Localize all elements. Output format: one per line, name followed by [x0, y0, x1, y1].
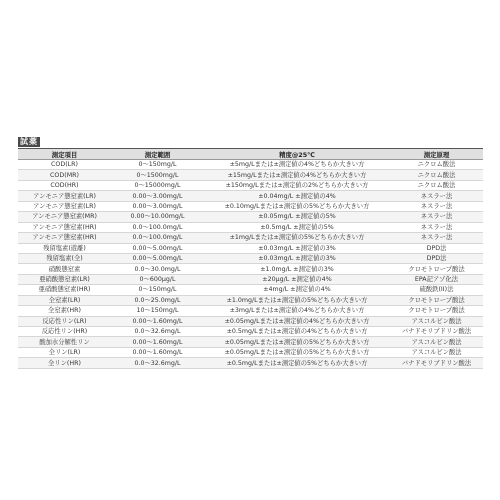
- cell-accuracy: ±4mg/L ±測定値の4%: [204, 285, 390, 295]
- section-tag: 試薬: [20, 137, 38, 146]
- column-header-range: 測定範囲: [111, 149, 204, 160]
- cell-item: 全窒素(HR): [18, 306, 111, 316]
- cell-method: ニクロム酸法: [390, 180, 483, 190]
- cell-accuracy: ±150mg/Lまたは±測定値の2%どちらか大きい方: [204, 180, 390, 190]
- table-row: [18, 180, 483, 190]
- cell-range: 0.0～100.0mg/L: [111, 222, 204, 232]
- cell-range: 0.00～5.00mg/L: [111, 253, 204, 263]
- cell-accuracy: ±3mg/Lまたは±測定値の4%どちらか大きい方: [204, 306, 390, 316]
- table-row: [18, 264, 483, 274]
- cell-method: クロモトロープ酸法: [390, 295, 483, 305]
- cell-item: 全窒素(LR): [18, 295, 111, 305]
- cell-accuracy: ±5mg/Lまたは±測定値の4%どちらか大きい方: [204, 160, 390, 170]
- cell-accuracy: ±0.03mg/L ±測定値の3%: [204, 243, 390, 253]
- cell-accuracy: ±0.10mg/Lまたは±測定値の5%どちらか大きい方: [204, 201, 390, 211]
- cell-range: 0～15000mg/L: [111, 180, 204, 190]
- cell-item: 硝酸態窒素: [18, 264, 111, 274]
- cell-range: 10～150mg/L: [111, 306, 204, 316]
- cell-item: 残留塩素(全): [18, 253, 111, 263]
- cell-accuracy: ±0.05mg/Lまたは±測定値の4%どちらか大きい方: [204, 316, 390, 326]
- cell-range: 0.00～10.00mg/L: [111, 212, 204, 222]
- cell-accuracy: ±1.0mg/L ±測定値の3%: [204, 264, 390, 274]
- cell-method: ネスラー法: [390, 201, 483, 211]
- cell-accuracy: ±0.05mg/Lまたは±測定値の5%どちらか大きい方: [204, 337, 390, 347]
- cell-range: 0.00～5.00mg/L: [111, 243, 204, 253]
- cell-item: 全リン(HR): [18, 358, 111, 368]
- cell-item: 全リン(LR): [18, 347, 111, 357]
- cell-method: ネスラー法: [390, 191, 483, 201]
- cell-item: COD(MR): [18, 170, 111, 180]
- table-row: [18, 327, 483, 337]
- cell-item: 反応性リン(LR): [18, 316, 111, 326]
- table-row: [18, 170, 483, 180]
- cell-accuracy: ±0.03mg/L ±測定値の3%: [204, 253, 390, 263]
- cell-accuracy: ±0.5mg/L ±測定値の5%: [204, 222, 390, 232]
- cell-accuracy: ±0.04mg/L ±測定値の4%: [204, 191, 390, 201]
- cell-method: バナドモリブドリン酸法: [390, 327, 483, 337]
- table-row: [18, 212, 483, 222]
- cell-range: 0.00～1.60mg/L: [111, 316, 204, 326]
- cell-method: アスコルビン酸法: [390, 316, 483, 326]
- table-row: [18, 306, 483, 316]
- cell-item: 酸加水分解性リン: [18, 337, 111, 347]
- cell-range: 0.0～25.0mg/L: [111, 295, 204, 305]
- cell-item: COD(LR): [18, 160, 111, 170]
- table-row: [18, 160, 483, 170]
- cell-accuracy: ±15mg/Lまたは±測定値の4%どちらか大きい方: [204, 170, 390, 180]
- cell-method: ネスラー法: [390, 222, 483, 232]
- cell-range: 0.00～3.00mg/L: [111, 191, 204, 201]
- cell-item: アンモニア態窒素(LR): [18, 201, 111, 211]
- cell-item: アンモニア態窒素(MR): [18, 212, 111, 222]
- cell-method: ニクロム酸法: [390, 170, 483, 180]
- cell-range: 0.0～100.0mg/L: [111, 233, 204, 243]
- cell-method: 硫酸鉄(II)法: [390, 285, 483, 295]
- table-row: [18, 358, 483, 368]
- table-row: [18, 222, 483, 232]
- cell-item: アンモニア態窒素(HR): [18, 222, 111, 232]
- cell-item: 亜硝酸態窒素(LR): [18, 274, 111, 284]
- table-row: [18, 201, 483, 211]
- cell-item: 亜硝酸態窒素(HR): [18, 285, 111, 295]
- cell-method: アスコルビン酸法: [390, 337, 483, 347]
- column-header-method: 測定原理: [390, 149, 483, 160]
- cell-method: EPA記アゾ化法: [390, 274, 483, 284]
- cell-item: COD(HR): [18, 180, 111, 190]
- cell-method: バナドモリブドリン酸法: [390, 358, 483, 368]
- cell-method: DPD法: [390, 253, 483, 263]
- cell-range: 0～150mg/L: [111, 285, 204, 295]
- table-row: [18, 243, 483, 253]
- cell-accuracy: ±0.5mg/Lまたは±測定値の4%どちらか大きい方: [204, 327, 390, 337]
- cell-accuracy: ±1.0mg/Lまたは±測定値の5%どちらか大きい方: [204, 295, 390, 305]
- cell-range: 0.0～30.0mg/L: [111, 264, 204, 274]
- cell-accuracy: ±0.05mg/L ±測定値の5%: [204, 212, 390, 222]
- table-row: [18, 285, 483, 295]
- cell-item: アンモニア態窒素(HR): [18, 233, 111, 243]
- table-row: [18, 253, 483, 263]
- cell-range: 0～1500mg/L: [111, 170, 204, 180]
- table-row: [18, 274, 483, 284]
- cell-range: 0.0～32.6mg/L: [111, 327, 204, 337]
- table-row: [18, 347, 483, 357]
- cell-range: 0.00～1.60mg/L: [111, 347, 204, 357]
- table-row: [18, 316, 483, 326]
- cell-item: 残留塩素(遊離): [18, 243, 111, 253]
- table-header-row: [18, 149, 483, 160]
- cell-range: 0～600μg/L: [111, 274, 204, 284]
- table-row: [18, 337, 483, 347]
- cell-accuracy: ±0.05mg/Lまたは±測定値の5%どちらか大きい方: [204, 347, 390, 357]
- cell-range: 0～150mg/L: [111, 160, 204, 170]
- table-row: [18, 295, 483, 305]
- cell-item: 反応性リン(HR): [18, 327, 111, 337]
- table-row: [18, 191, 483, 201]
- column-header-item: 測定項目: [18, 149, 111, 160]
- cell-accuracy: ±1mg/Lまたは±測定値の5%どちらか大きい方: [204, 233, 390, 243]
- cell-method: ネスラー法: [390, 212, 483, 222]
- cell-range: 0.0～32.6mg/L: [111, 358, 204, 368]
- cell-method: ネスラー法: [390, 233, 483, 243]
- cell-range: 0.00～1.60mg/L: [111, 337, 204, 347]
- table-row: [18, 233, 483, 243]
- cell-method: ニクロム酸法: [390, 160, 483, 170]
- cell-range: 0.00～3.00mg/L: [111, 201, 204, 211]
- cell-method: クロモトロープ酸法: [390, 306, 483, 316]
- cell-method: アスコルビン酸法: [390, 347, 483, 357]
- reagent-spec-table: [18, 148, 483, 369]
- cell-item: アンモニア態窒素(LR): [18, 191, 111, 201]
- cell-accuracy: ±20μg/L ±測定値の4%: [204, 274, 390, 284]
- cell-accuracy: ±0.5mg/Lまたは±測定値の5%どちらか大きい方: [204, 358, 390, 368]
- column-header-accuracy: 精度@25℃: [204, 149, 390, 160]
- cell-method: DPD法: [390, 243, 483, 253]
- cell-method: クロモトロープ酸法: [390, 264, 483, 274]
